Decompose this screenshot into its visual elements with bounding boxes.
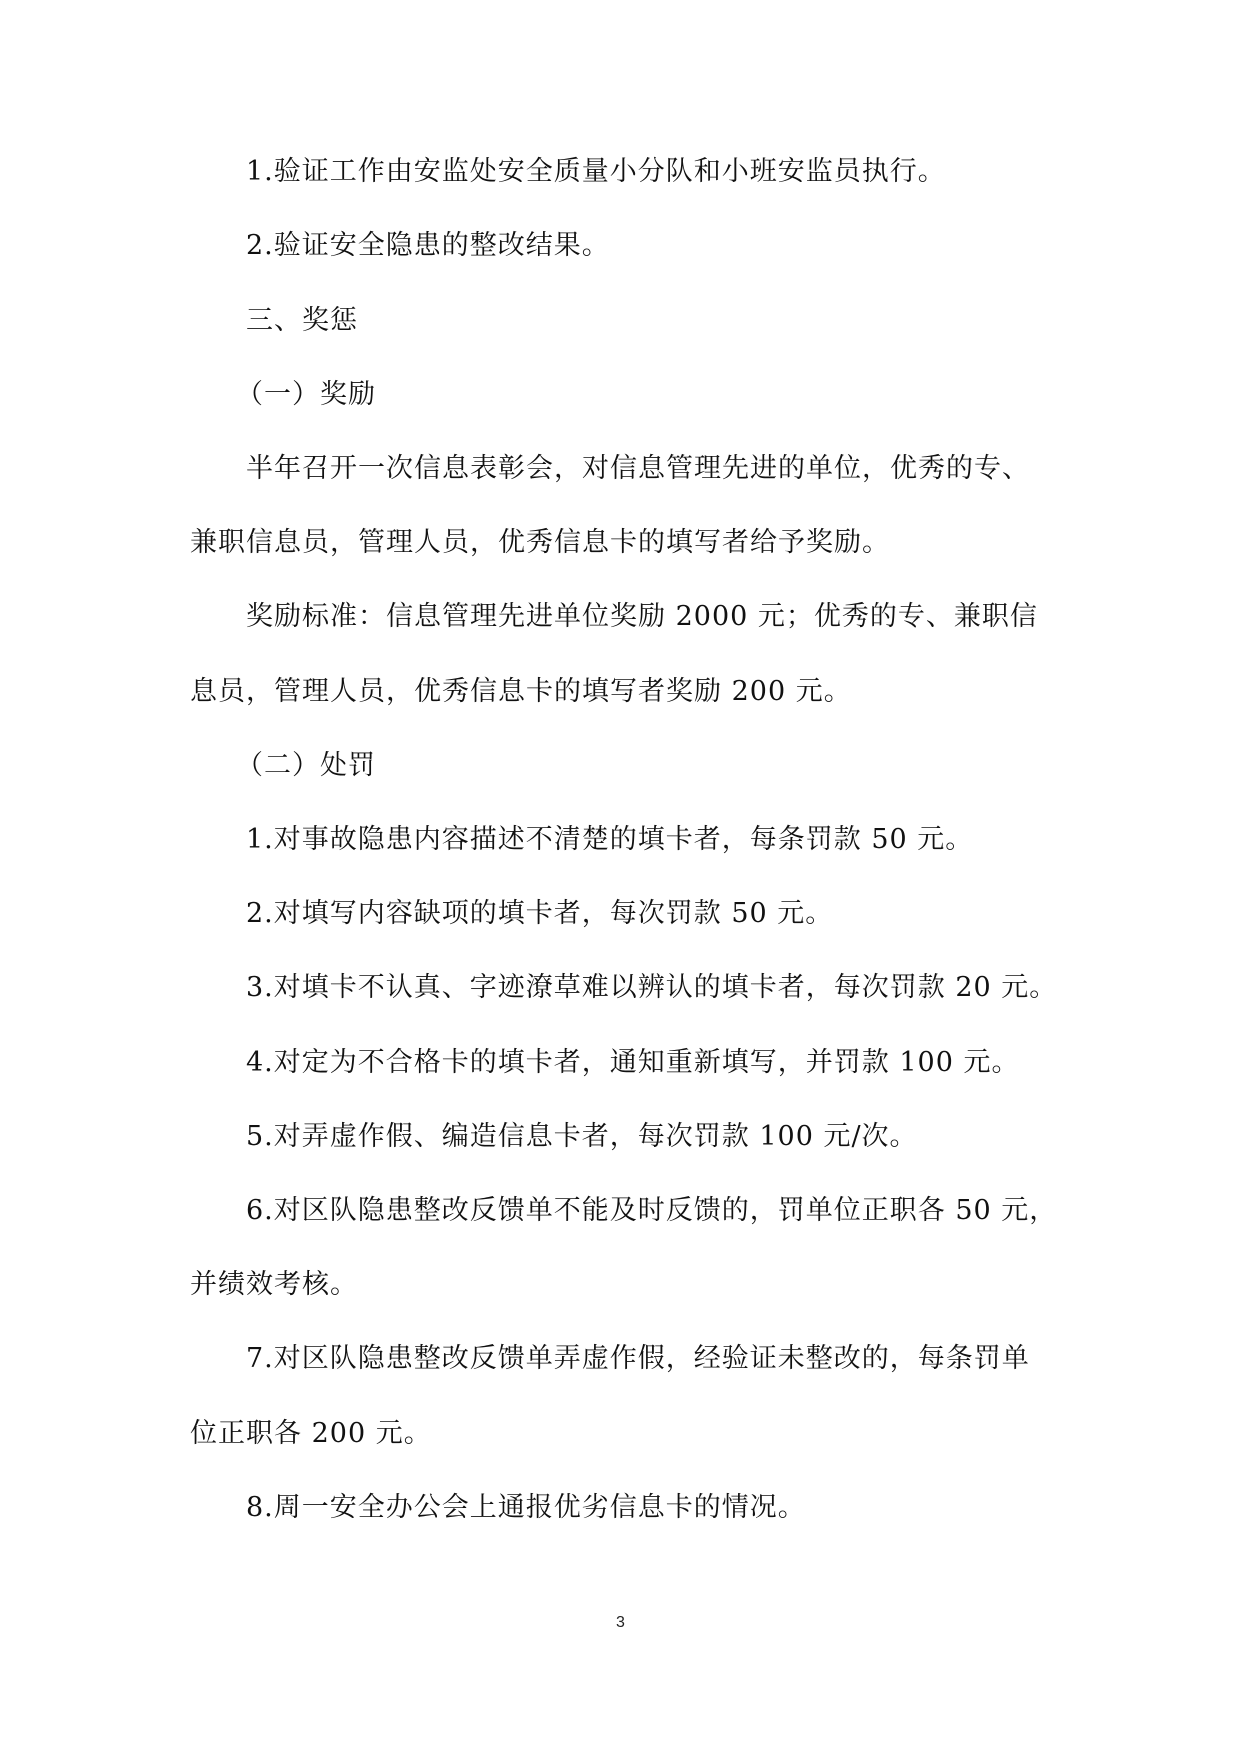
list-item: 8.周一安全办公会上通报优劣信息卡的情况。 xyxy=(246,1492,806,1523)
paragraph-line: 息员，管理人员，优秀信息卡的填写者奖励 200 元。 xyxy=(190,676,852,707)
paragraph-line: 兼职信息员，管理人员，优秀信息卡的填写者给予奖励。 xyxy=(190,527,890,558)
page-number: 3 xyxy=(616,1614,625,1631)
paragraph-line: 奖励标准：信息管理先进单位奖励 2000 元；优秀的专、兼职信 xyxy=(246,601,1038,632)
list-item: 1.对事故隐患内容描述不清楚的填卡者，每条罚款 50 元。 xyxy=(246,824,974,855)
list-item: 3.对填卡不认真、字迹潦草难以辨认的填卡者，每次罚款 20 元。 xyxy=(246,972,1058,1003)
list-item: 4.对定为不合格卡的填卡者，通知重新填写，并罚款 100 元。 xyxy=(246,1047,1020,1078)
list-item: 7.对区队隐患整改反馈单弄虚作假，经验证未整改的，每条罚单 xyxy=(246,1343,1030,1374)
list-item: 2.对填写内容缺项的填卡者，每次罚款 50 元。 xyxy=(246,898,834,929)
paragraph-line: 1.验证工作由安监处安全质量小分队和小班安监员执行。 xyxy=(246,156,946,187)
section-heading: 三、奖惩 xyxy=(246,305,358,336)
paragraph-line: 半年召开一次信息表彰会，对信息管理先进的单位，优秀的专、 xyxy=(246,453,1030,484)
list-item-continuation: 位正职各 200 元。 xyxy=(190,1418,432,1449)
list-item: 6.对区队隐患整改反馈单不能及时反馈的，罚单位正职各 50 元， xyxy=(246,1195,1058,1226)
list-item: 5.对弄虚作假、编造信息卡者，每次罚款 100 元/次。 xyxy=(246,1121,918,1152)
paragraph-line: 2.验证安全隐患的整改结果。 xyxy=(246,230,610,261)
list-item-continuation: 并绩效考核。 xyxy=(190,1269,358,1300)
subsection-heading: （二）处罚 xyxy=(236,750,376,781)
subsection-heading: （一）奖励 xyxy=(236,379,376,410)
